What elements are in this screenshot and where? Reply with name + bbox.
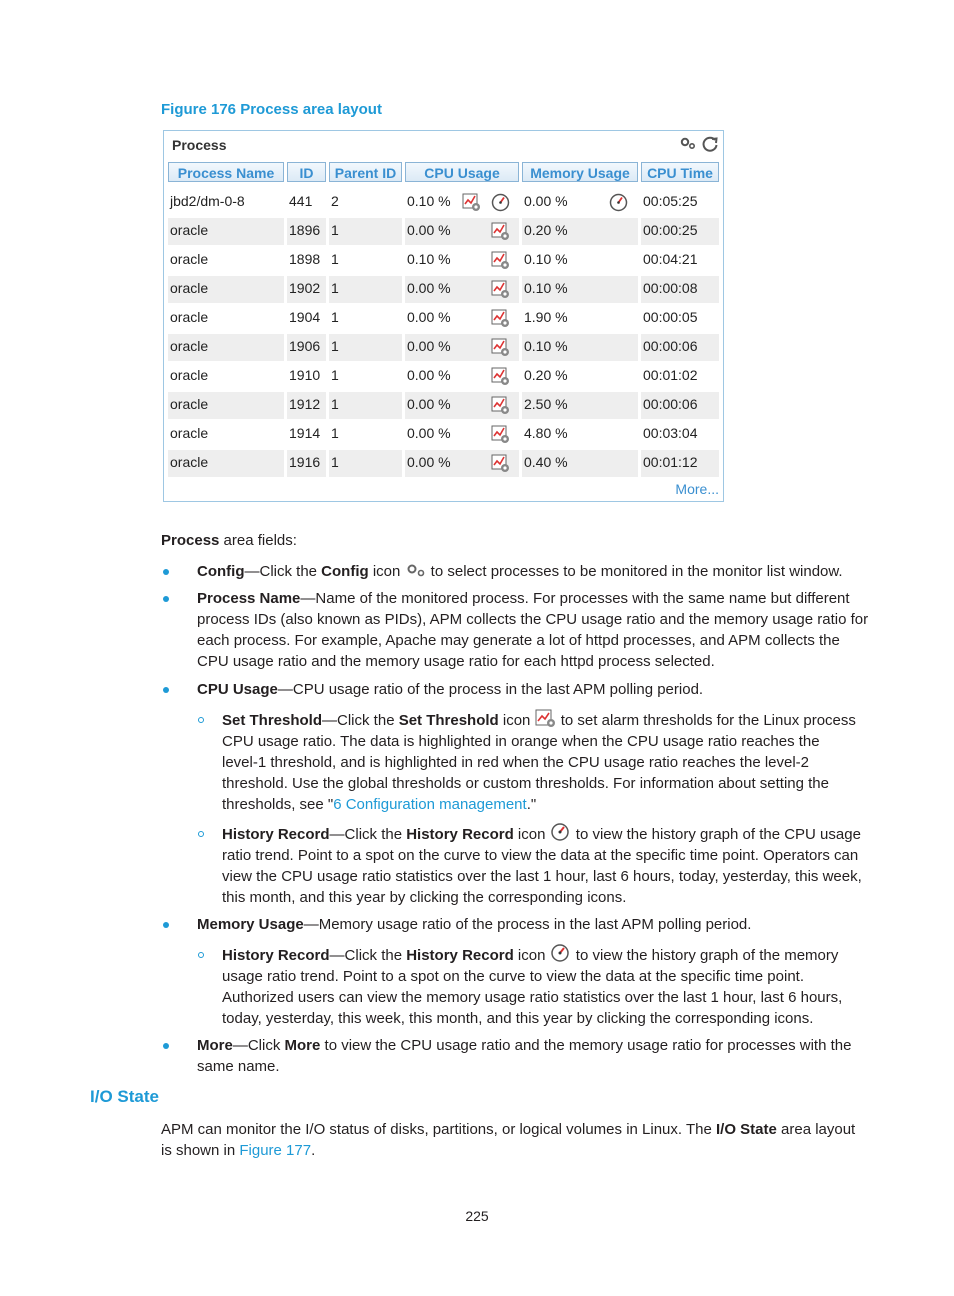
cell-text: 0.00 % xyxy=(407,309,451,325)
cell-text: 1904 xyxy=(289,309,321,325)
cell-process-name xyxy=(168,334,284,361)
cell-id xyxy=(287,218,326,245)
cell-text: 0.00 % xyxy=(407,367,451,383)
cell-text: oracle xyxy=(170,454,209,470)
refresh-icon[interactable] xyxy=(701,135,719,153)
cell-text: 00:00:06 xyxy=(643,338,698,354)
cell-text: 1906 xyxy=(289,338,321,354)
set-threshold-icon[interactable] xyxy=(491,396,510,415)
cell-cpu-usage xyxy=(405,189,519,216)
cell-text: oracle xyxy=(170,251,209,267)
history-record-icon[interactable] xyxy=(491,193,510,212)
process-table xyxy=(168,162,719,478)
set-threshold-desc: Set Threshold—Click the Set Threshold icon to set alarm thresholds for the Linux process CPU usage ratio. The data is highlighted in orange when the CPU usage ratio reaches the level-1 threshold, and is highlighted in red when the CPU usage ratio reaches the level-2 threshold. Use the global thresholds or custom thresholds. For information about setting the thresholds, see "6 Configuration management." xyxy=(222,709,868,815)
config-management-link[interactable]: 6 Configuration management xyxy=(333,796,527,813)
more-link[interactable]: More... xyxy=(675,481,719,497)
page-number: 225 xyxy=(465,1208,489,1224)
cell-text: 1.90 % xyxy=(524,309,568,325)
table-row[interactable] xyxy=(168,275,719,304)
bullet xyxy=(163,1043,169,1049)
cell-text: 00:01:02 xyxy=(643,367,698,383)
set-threshold-icon[interactable] xyxy=(491,454,510,473)
cell-cpu-usage xyxy=(405,450,519,477)
cell-cpu-usage xyxy=(405,218,519,245)
cell-text: 0.00 % xyxy=(407,338,451,354)
cell-text: 4.80 % xyxy=(524,425,568,441)
cell-id xyxy=(287,189,326,216)
cell-text: 00:03:04 xyxy=(643,425,698,441)
col-cpu-time[interactable]: CPU Time xyxy=(641,162,719,182)
cell-cpu-time xyxy=(641,247,719,274)
cell-text: 1 xyxy=(331,280,339,296)
cell-memory-usage xyxy=(522,363,638,390)
cell-text: 1 xyxy=(331,367,339,383)
cell-text: oracle xyxy=(170,425,209,441)
history-record-icon xyxy=(550,944,572,963)
cell-id xyxy=(287,450,326,477)
cell-cpu-time xyxy=(641,450,719,477)
cell-memory-usage xyxy=(522,276,638,303)
table-row[interactable] xyxy=(168,304,719,333)
cell-cpu-time xyxy=(641,305,719,332)
figure-caption: Figure 176 Process area layout xyxy=(161,101,382,118)
cell-text: oracle xyxy=(170,222,209,238)
cell-text: 0.00 % xyxy=(407,396,451,412)
cell-cpu-usage xyxy=(405,392,519,419)
cell-text: oracle xyxy=(170,309,209,325)
set-threshold-icon[interactable] xyxy=(491,338,510,357)
cell-parent-id xyxy=(329,276,402,303)
cell-cpu-time xyxy=(641,334,719,361)
cell-memory-usage xyxy=(522,450,638,477)
cell-parent-id xyxy=(329,363,402,390)
cell-text: 0.10 % xyxy=(524,251,568,267)
cell-memory-usage xyxy=(522,247,638,274)
cell-cpu-usage xyxy=(405,421,519,448)
cell-parent-id xyxy=(329,189,402,216)
memory-history-desc: History Record—Click the History Record icon to view the history graph of the memory usage ratio trend. Point to a spot on the curve to view the data at the specific time point. Authorized users can view the memory usage ratio statistics over the last 1 hour, last 6 hours, today, yesterday, this week, this month, and this year by clicking the corresponding icons. xyxy=(222,944,868,1029)
history-record-icon xyxy=(550,823,572,842)
cell-cpu-usage xyxy=(405,247,519,274)
panel-title: Process xyxy=(172,137,227,153)
figure-177-link[interactable]: Figure 177 xyxy=(239,1142,312,1159)
cell-text: 00:00:08 xyxy=(643,280,698,296)
cell-process-name xyxy=(168,247,284,274)
process-name-desc: Process Name—Name of the monitored process. For processes with the same name but different process IDs (also known as PIDs), APM collects the CPU usage ratio and the memory usage ratio for each process. For example, Apache may generate a lot of httpd processes, and APM collects the CPU usage ratio and the memory usage ratio for each httpd process selected. xyxy=(197,590,869,670)
history-record-icon[interactable] xyxy=(609,193,628,212)
set-threshold-icon[interactable] xyxy=(491,222,510,241)
cell-text: 0.10 % xyxy=(524,280,568,296)
memory-usage-desc: Memory Usage—Memory usage ratio of the process in the last APM polling period. xyxy=(197,916,752,933)
config-line: Config—Click the Config icon to select processes to be monitored in the monitor list window. xyxy=(197,563,843,580)
table-row[interactable] xyxy=(168,420,719,449)
cell-text: 1898 xyxy=(289,251,321,267)
cell-text: 1 xyxy=(331,222,339,238)
col-memory-usage[interactable]: Memory Usage xyxy=(522,162,638,182)
cell-text: oracle xyxy=(170,338,209,354)
cell-text: 1 xyxy=(331,396,339,412)
cell-text: 00:05:25 xyxy=(643,193,698,209)
cell-parent-id xyxy=(329,218,402,245)
cell-text: 0.20 % xyxy=(524,222,568,238)
col-process-name[interactable]: Process Name xyxy=(168,162,284,182)
cell-text: 00:00:25 xyxy=(643,222,698,238)
cell-cpu-usage xyxy=(405,363,519,390)
cell-id xyxy=(287,276,326,303)
set-threshold-icon[interactable] xyxy=(462,193,481,212)
cell-process-name xyxy=(168,421,284,448)
config-icon[interactable] xyxy=(679,135,697,153)
cell-cpu-time xyxy=(641,218,719,245)
cell-text: 00:00:05 xyxy=(643,309,698,325)
bullet xyxy=(163,922,169,928)
cell-text: 0.40 % xyxy=(524,454,568,470)
cell-id xyxy=(287,247,326,274)
bullet xyxy=(163,596,169,602)
cell-text: 00:00:06 xyxy=(643,396,698,412)
io-state-heading: I/O State xyxy=(90,1087,159,1106)
table-row[interactable] xyxy=(168,217,719,246)
cell-text: 1 xyxy=(331,454,339,470)
cell-memory-usage xyxy=(522,218,638,245)
cell-cpu-usage xyxy=(405,334,519,361)
set-threshold-icon[interactable] xyxy=(491,367,510,386)
set-threshold-icon[interactable] xyxy=(491,280,510,299)
cell-id xyxy=(287,305,326,332)
io-state-desc: APM can monitor the I/O status of disks, partitions, or logical volumes in Linux. The I/O State area layout is shown in Figure 177. xyxy=(161,1121,856,1159)
cell-text: 1912 xyxy=(289,396,321,412)
cell-text: 0.00 % xyxy=(407,280,451,296)
cell-text: 00:04:21 xyxy=(643,251,698,267)
cell-memory-usage xyxy=(522,334,638,361)
cell-cpu-usage xyxy=(405,276,519,303)
bullet xyxy=(163,687,169,693)
cell-process-name xyxy=(168,305,284,332)
cell-parent-id xyxy=(329,392,402,419)
cell-cpu-time xyxy=(641,421,719,448)
process-panel xyxy=(163,130,724,502)
cell-parent-id xyxy=(329,334,402,361)
cell-text: 0.10 % xyxy=(524,338,568,354)
cell-cpu-time xyxy=(641,276,719,303)
sub-bullet xyxy=(198,717,204,723)
set-threshold-icon xyxy=(535,709,557,728)
cell-id xyxy=(287,363,326,390)
cell-cpu-usage xyxy=(405,305,519,332)
panel-tools xyxy=(679,135,719,153)
cell-text: oracle xyxy=(170,396,209,412)
bullet xyxy=(163,569,169,575)
table-row[interactable] xyxy=(168,449,719,478)
cell-memory-usage xyxy=(522,189,638,216)
cpu-history-desc: History Record—Click the History Record icon to view the history graph of the CPU usage ratio trend. Point to a spot on the curve to view the data at the specific time point. Operators can view the CPU usage ratio statistics over the last 1 hour, last 6 hours, today, yesterday, this week, this month, and this year by clicking the corresponding icons. xyxy=(222,823,868,908)
cpu-usage-desc: CPU Usage—CPU usage ratio of the process in the last APM polling period. xyxy=(197,681,704,698)
cell-text: 1 xyxy=(331,309,339,325)
cell-text: 0.00 % xyxy=(407,425,451,441)
cell-text: 1896 xyxy=(289,222,321,238)
cell-cpu-time xyxy=(641,189,719,216)
table-header xyxy=(168,162,719,184)
table-row[interactable] xyxy=(168,246,719,275)
cell-text: 0.10 % xyxy=(407,193,451,209)
cell-process-name xyxy=(168,189,284,216)
set-threshold-icon[interactable] xyxy=(491,309,510,328)
config-icon xyxy=(405,563,427,579)
col-id[interactable]: ID xyxy=(287,162,326,182)
cell-memory-usage xyxy=(522,392,638,419)
cell-parent-id xyxy=(329,421,402,448)
cell-text: 0.20 % xyxy=(524,367,568,383)
cell-text: 1916 xyxy=(289,454,321,470)
table-row[interactable] xyxy=(168,333,719,362)
fields-intro: Process area fields: xyxy=(161,532,297,549)
cell-text: 0.00 % xyxy=(524,193,568,209)
cell-text: 2.50 % xyxy=(524,396,568,412)
cell-text: 0.00 % xyxy=(407,454,451,470)
cell-text: 1 xyxy=(331,425,339,441)
sub-bullet xyxy=(198,831,204,837)
cell-text: 00:01:12 xyxy=(643,454,698,470)
col-cpu-usage[interactable]: CPU Usage xyxy=(405,162,519,182)
cell-memory-usage xyxy=(522,305,638,332)
cell-parent-id xyxy=(329,305,402,332)
cell-text: 1902 xyxy=(289,280,321,296)
cell-process-name xyxy=(168,218,284,245)
sub-bullet xyxy=(198,952,204,958)
cell-process-name xyxy=(168,392,284,419)
cell-parent-id xyxy=(329,247,402,274)
set-threshold-icon[interactable] xyxy=(491,251,510,270)
cell-text: 1 xyxy=(331,251,339,267)
cell-text: 1914 xyxy=(289,425,321,441)
cell-parent-id xyxy=(329,450,402,477)
set-threshold-icon[interactable] xyxy=(491,425,510,444)
cell-id xyxy=(287,392,326,419)
cell-id xyxy=(287,421,326,448)
cell-text: jbd2/dm-0-8 xyxy=(170,193,245,209)
col-parent-id[interactable]: Parent ID xyxy=(329,162,402,182)
cell-text: 1910 xyxy=(289,367,321,383)
cell-process-name xyxy=(168,450,284,477)
cell-text: 441 xyxy=(289,193,313,209)
cell-memory-usage xyxy=(522,421,638,448)
cell-text: oracle xyxy=(170,367,209,383)
table-row[interactable] xyxy=(168,188,719,217)
table-row[interactable] xyxy=(168,391,719,420)
cell-text: oracle xyxy=(170,280,209,296)
cell-process-name xyxy=(168,363,284,390)
cell-text: 0.00 % xyxy=(407,222,451,238)
cell-process-name xyxy=(168,276,284,303)
cell-id xyxy=(287,334,326,361)
table-row[interactable] xyxy=(168,362,719,391)
cell-text: 1 xyxy=(331,338,339,354)
cell-cpu-time xyxy=(641,363,719,390)
cell-text: 2 xyxy=(331,193,339,209)
more-desc: More—Click More to view the CPU usage ratio and the memory usage ratio for processes with the same name. xyxy=(197,1037,852,1075)
cell-text: 0.10 % xyxy=(407,251,451,267)
cell-cpu-time xyxy=(641,392,719,419)
